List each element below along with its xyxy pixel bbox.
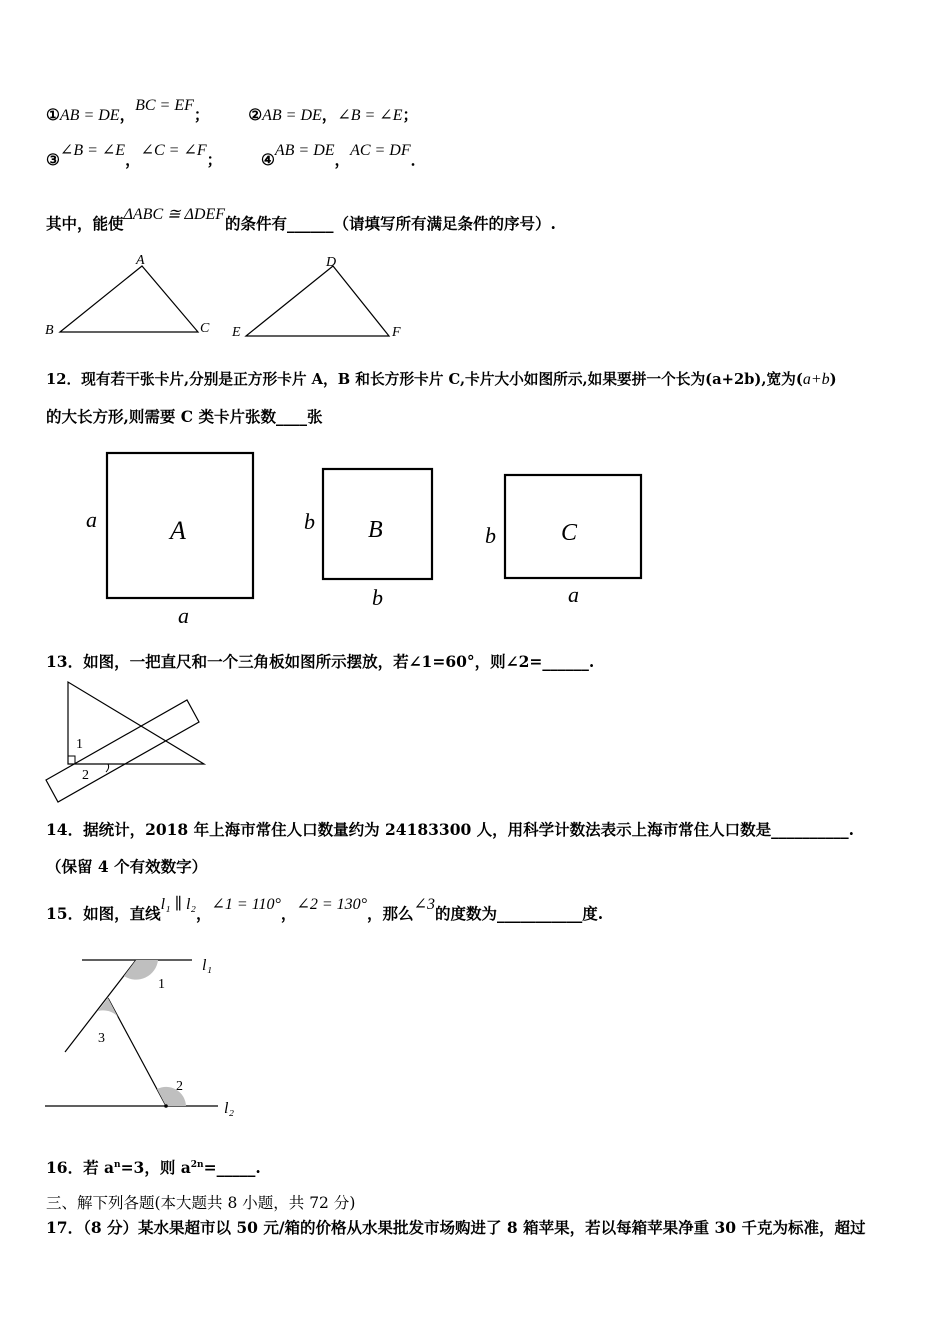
q13-ruler-triangle-figure: [40, 676, 220, 810]
section-heading-text: 三、解下列各题(本大题共 8 小题，共 72 分): [46, 1194, 356, 1212]
condition-2-number: ②: [248, 105, 263, 124]
set-square-triangle: [68, 682, 204, 764]
q12-line-2: [46, 405, 323, 427]
label-c: C: [200, 321, 210, 336]
label-a: A: [136, 253, 145, 268]
condition-2-part-a: AB = DE: [262, 107, 322, 124]
label-e: E: [232, 325, 241, 340]
card-b-side-label: b: [304, 509, 315, 534]
q14-question: 14．据统计，2018 年上海市常住人口数量约为 24183300 人，用科学计数法表示上海市常住人口数是__________.: [46, 820, 855, 839]
separator: ，: [195, 904, 212, 923]
angle-1-label: 1: [76, 737, 83, 752]
angle-1-shading: [124, 960, 158, 980]
prompt-text: 的条件有______（请填写所有满足条件的序号）.: [225, 214, 556, 233]
section-3-heading: [46, 1191, 355, 1213]
q12-text: ): [829, 371, 837, 388]
q11-condition-row-1: [46, 97, 418, 125]
q12-cards-figure: [80, 445, 670, 634]
card-a-side-label: a: [86, 507, 97, 532]
q11-prompt: [46, 206, 556, 234]
angle-1-expression: ∠1 = 110°: [211, 896, 281, 913]
condition-1-number: ①: [46, 105, 60, 124]
separator: ，: [119, 105, 136, 124]
condition-4-part-a: AB = DE: [274, 142, 335, 159]
label-l2: l₂: [224, 1100, 235, 1117]
label-d: D: [326, 255, 337, 270]
condition-3-number: ③: [46, 150, 60, 169]
q14-note: （保留 4 个有效数字）: [46, 857, 208, 876]
q11-condition-row-2: [46, 142, 427, 170]
condition-2-part-b: ∠B = ∠E: [337, 107, 403, 124]
q14-line-2: [46, 855, 207, 877]
angle-3-label: 3: [98, 1031, 105, 1046]
angle-2-arc: [106, 764, 109, 772]
condition-4-number: ④: [260, 150, 275, 169]
card-c: [485, 475, 641, 607]
condition-4-part-b: AC = DF: [350, 142, 411, 159]
condition-3-part-b: ∠C = ∠F: [140, 142, 207, 159]
q16-text: [46, 1156, 261, 1178]
q11-triangles-figure: [40, 252, 420, 346]
label-f: F: [392, 325, 401, 340]
exponent-2n: 2n: [190, 1159, 204, 1170]
card-a-label: A: [170, 516, 186, 545]
prompt-text: 其中，能使: [46, 214, 124, 233]
angle-2-label: 2: [82, 768, 89, 783]
card-a: [86, 453, 253, 628]
q13-question: 13．如图，一把直尺和一个三角板如图所示摆放，若∠1=60°，则∠2=______.: [46, 652, 595, 671]
q13-text: [46, 650, 594, 672]
condition-1-part-b: BC = EF: [135, 97, 194, 114]
q12-line-1: [46, 368, 837, 389]
congruence-expression: ΔABC ≅ ΔDEF: [123, 206, 226, 223]
q16-text-part: =_____.: [203, 1158, 261, 1177]
q17-text: [46, 1216, 865, 1238]
card-c-bottom-label: a: [568, 582, 579, 607]
separator: ；: [193, 105, 210, 124]
q15-text-part: 15．如图，直线: [46, 904, 161, 923]
q15-text-part: 的度数为___________度.: [434, 904, 604, 923]
condition-1-part-a: AB = DE: [59, 107, 120, 124]
angle-3-expression: ∠3: [413, 896, 435, 913]
card-a-bottom-label: a: [178, 603, 189, 628]
label-b: B: [45, 323, 54, 338]
card-b-bottom-label: b: [372, 585, 383, 610]
separator: ．: [410, 150, 427, 169]
q12-text: 12．现有若干张卡片,分别是正方形卡片 A，B 和长方形卡片 C,卡片大小如图所示,如果要拼一个长为(a+2b),宽为(: [46, 371, 803, 388]
separator: ；: [402, 105, 418, 124]
card-b-label: B: [368, 517, 383, 543]
q12-width-expression: a+b: [802, 371, 830, 388]
q15-text-part: ，那么: [367, 904, 414, 923]
card-c-side-label: b: [485, 523, 496, 548]
separator: ，: [321, 105, 338, 124]
q17-question: 17．（8 分）某水果超市以 50 元/箱的价格从水果批发市场购进了 8 箱苹果，若以每箱苹果净重 30 千克为标准，超过: [46, 1218, 866, 1237]
q12-text: 的大长方形,则需要 C 类卡片张数____张: [46, 407, 323, 426]
q15-text: [46, 896, 604, 924]
separator: ；: [206, 150, 223, 169]
q14-line-1: [46, 818, 854, 840]
card-c-label: C: [561, 520, 578, 546]
q16-text-part: 16．若 a: [46, 1158, 115, 1177]
separator: ，: [125, 150, 141, 169]
right-angle-mark: [68, 756, 75, 764]
transversal-lower: [108, 998, 166, 1106]
separator: ，: [334, 150, 351, 169]
angle-3-shading: [98, 998, 118, 1017]
triangle-def: [246, 266, 389, 336]
exponent-n: n: [114, 1159, 121, 1170]
condition-3-part-a: ∠B = ∠E: [59, 142, 126, 159]
triangle-abc: [60, 266, 198, 332]
q16-text-part: =3，则 a: [120, 1158, 191, 1177]
separator: ，: [280, 904, 297, 923]
parallel-expression: l₁ ∥ l₂: [160, 896, 196, 913]
angle-2-label: 2: [176, 1079, 183, 1094]
label-l1: l₁: [202, 957, 213, 974]
angle-2-expression: ∠2 = 130°: [296, 896, 368, 913]
angle-1-label: 1: [158, 977, 165, 992]
q15-parallel-lines-figure: [40, 950, 250, 1129]
intersection-point: [164, 1104, 168, 1108]
card-b: [304, 469, 432, 610]
